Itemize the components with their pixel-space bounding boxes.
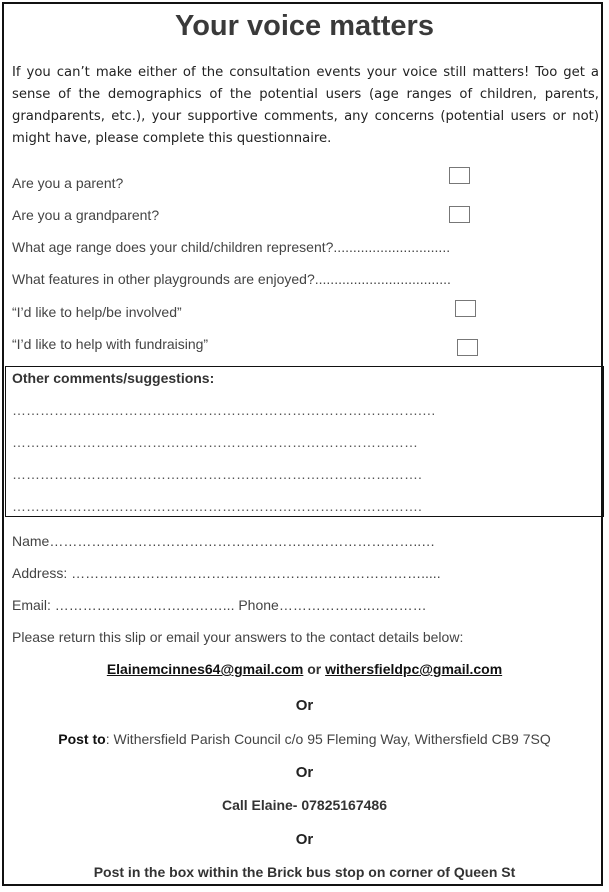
question-parent: Are you a parent? <box>12 175 124 191</box>
email-line <box>0 661 609 677</box>
comment-line-4[interactable]: ……………………………………………………………………………. <box>12 498 422 514</box>
question-playground-features: What features in other playgrounds are enjoyed?................................... <box>12 271 451 287</box>
email-link-elaine[interactable]: Elainemcinnes64@gmail.com <box>106 661 304 677</box>
post-line <box>0 731 609 747</box>
call-line: Call Elaine- 07825167486 <box>221 797 387 813</box>
question-help-involved: “I’d like to help/be involved” <box>12 304 182 320</box>
intro-paragraph: If you can’t make either of the consultation events your voice still matters! Too get a sense of the demographics of the potential users (age ranges of children, parents, grandparents, etc.), your supportive comments, any concerns (potential users or not) might have, please complete this questionnaire. <box>12 65 599 146</box>
or-divider-2: Or <box>295 764 314 781</box>
comment-line-3[interactable]: ……………………………………………………………………………. <box>12 466 422 482</box>
question-help-fundraising: “I’d like to help with fundraising” <box>12 336 209 352</box>
grandparent-checkbox[interactable] <box>449 206 470 223</box>
email-joiner: or <box>303 661 326 677</box>
parent-checkbox[interactable] <box>449 167 470 184</box>
post-label: Post to <box>58 731 106 747</box>
question-grandparent: Are you a grandparent? <box>12 207 160 223</box>
email-phone-field[interactable]: Email: ………………………………... Phone………………..………… <box>12 597 427 613</box>
email-link-parish[interactable]: withersfieldpc@gmail.com <box>325 661 503 677</box>
comment-line-2[interactable]: …………………………………………………………………………… <box>12 434 418 450</box>
or-divider-1: Or <box>295 697 314 714</box>
comment-line-1[interactable]: …………………………………………………………………………….… <box>12 402 436 418</box>
bus-stop-box-line: Post in the box within the Brick bus stop on corner of Queen St <box>93 864 516 880</box>
address-field[interactable]: Address: …………………………………………………………………..... <box>12 565 441 581</box>
post-address: : Withersfield Parish Council c/o 95 Fleming Way, Withersfield CB9 7SQ <box>105 731 551 747</box>
help-involved-checkbox[interactable] <box>455 300 476 317</box>
page-title: Your voice matters <box>175 10 434 42</box>
comments-label: Other comments/suggestions: <box>12 370 215 386</box>
help-fundraising-checkbox[interactable] <box>457 339 478 356</box>
name-field[interactable]: Name……………………………………………………………………..… <box>12 533 436 549</box>
question-age-range: What age range does your child/children represent?.............................. <box>12 239 451 255</box>
return-instructions: Please return this slip or email your answers to the contact details below: <box>12 629 464 645</box>
or-divider-3: Or <box>295 831 314 848</box>
